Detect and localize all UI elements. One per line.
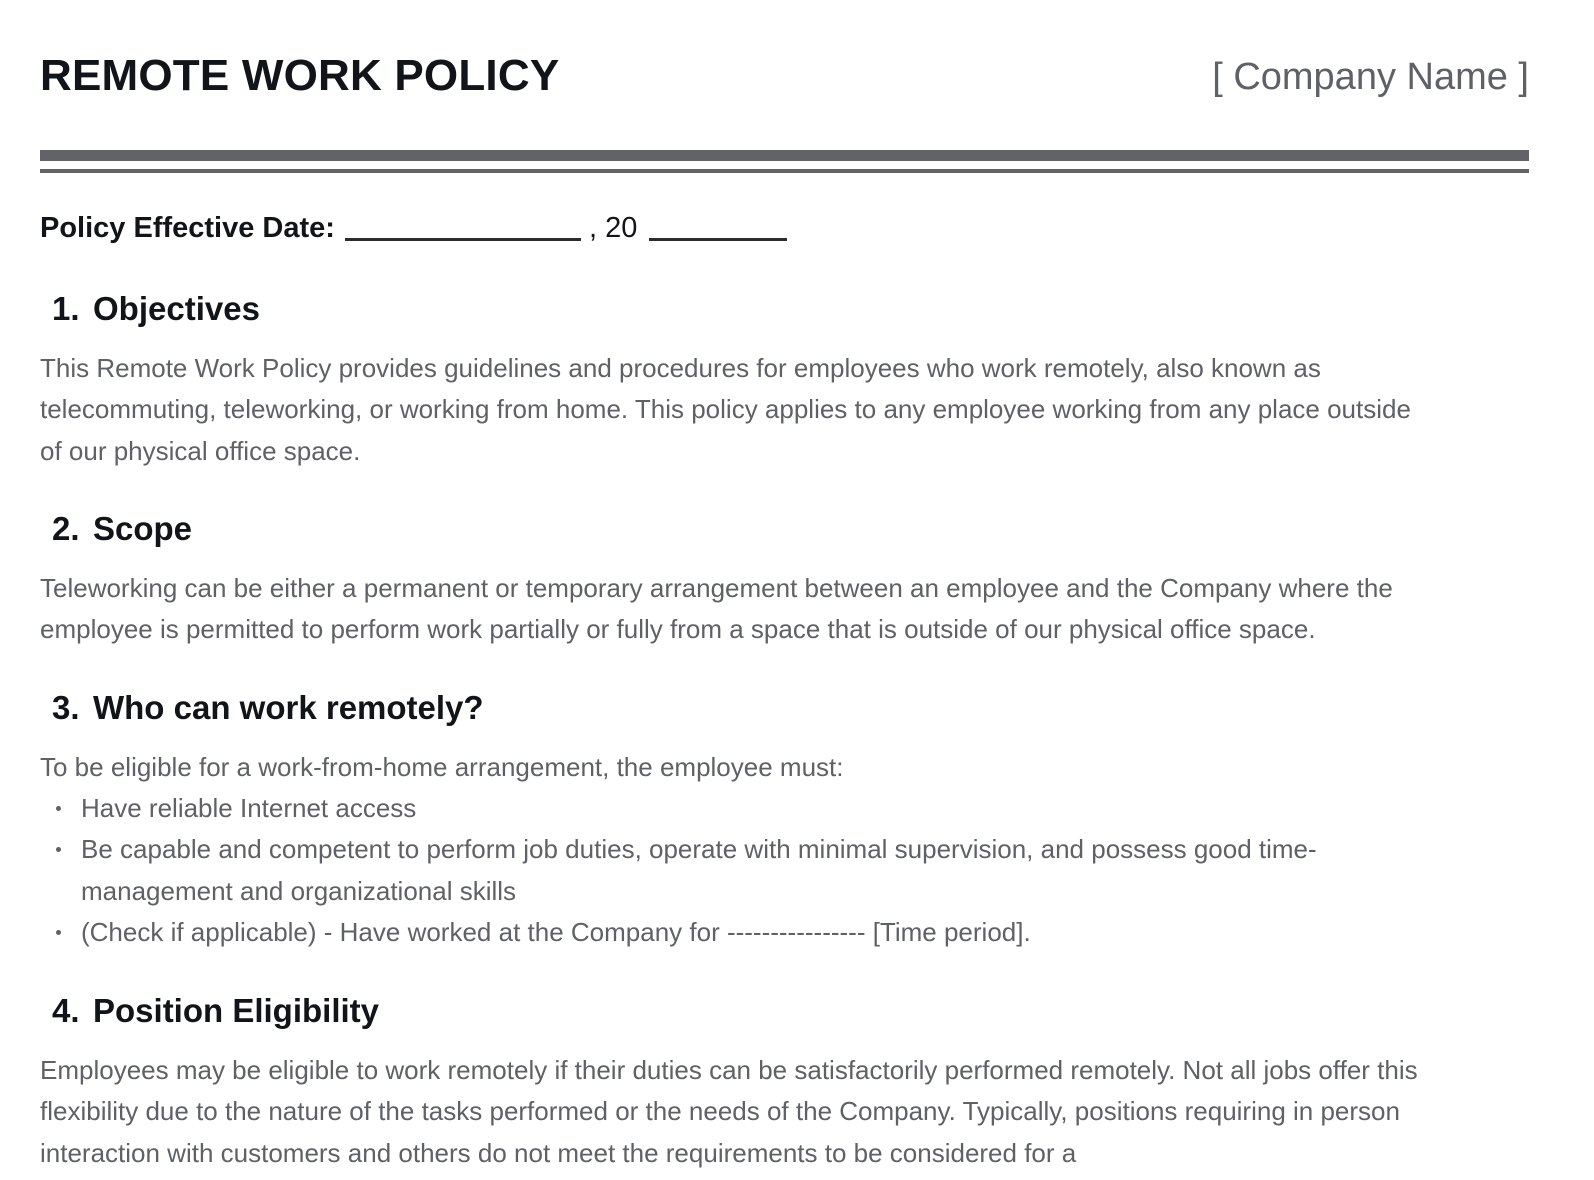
effective-date-row [40,208,787,248]
section-heading-who-can-work-remotely [52,687,484,729]
effective-year-prefix: , 20 [588,212,638,244]
list-item [40,912,1420,953]
header-rule-thin [40,169,1529,173]
list-item-text: Have reliable Internet access [81,793,417,823]
header-rule-thick [40,150,1529,161]
document-title: REMOTE WORK POLICY [40,51,560,100]
section-number: 1. [52,290,80,327]
section-title: Who can work remotely? [93,689,484,726]
section-heading-objectives [52,288,260,330]
effective-date-label: Policy Effective Date: [40,212,335,244]
section-number: 2. [52,510,80,547]
section-body-position-eligibility: Employees may be eligible to work remotely if their duties can be satisfactorily performed remotely. Not all jobs offer this flexibility due to the nature of the tasks performed or the needs of the Company. Typically, positions requiring in person interaction with customers and others do not meet the requirements to be considered for a [40,1055,1418,1168]
list-item-text: (Check if applicable) - Have worked at the Company for ---------------- [Time period]. [81,916,1031,947]
section-body-objectives: This Remote Work Policy provides guidelines and procedures for employees who work remotely, also known as telecommuting, teleworking, or working from home. This policy applies to any employee working from any place outside of our physical office space. [40,353,1411,466]
section-heading-position-eligibility [52,990,379,1032]
eligibility-intro: To be eligible for a work-from-home arrangement, the employee must: [40,752,844,782]
section-body-scope: Teleworking can be either a permanent or temporary arrangement between an employee and the Company where the employee is permitted to perform work partially or fully from a space that is outside of our physical office space. [40,573,1393,645]
list-item [40,788,1420,829]
company-name-placeholder: [ Company Name ] [1212,56,1529,98]
eligibility-list [40,788,1420,953]
section-title: Scope [93,510,193,547]
section-heading-scope [52,508,192,550]
section-title: Position Eligibility [93,992,380,1029]
document-header [40,0,1529,148]
list-item-text: Be capable and competent to perform job duties, operate with minimal supervision, and possess good time-management and organizational skills [81,834,1317,906]
effective-date-blank [345,238,581,241]
bullet-icon [56,930,61,935]
section-title: Objectives [93,290,260,327]
bullet-icon [56,847,61,852]
bullet-icon [56,806,61,811]
section-number: 4. [52,992,80,1029]
policy-document [40,0,1529,1180]
section-number: 3. [52,689,80,726]
list-item [40,829,1420,912]
effective-year-blank [649,238,787,241]
